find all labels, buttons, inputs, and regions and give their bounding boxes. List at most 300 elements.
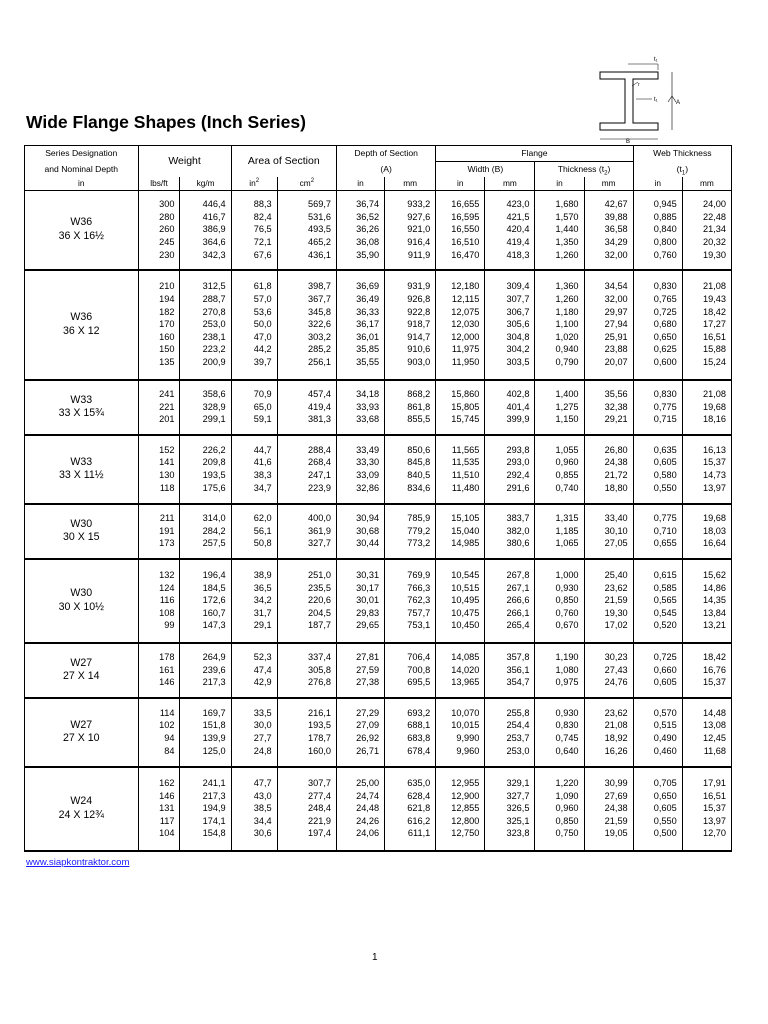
cell-value: 380,6 — [506, 538, 530, 549]
value-column — [633, 643, 682, 698]
cell-value: 197,4 — [308, 828, 331, 839]
cell-value: 10,515 — [451, 582, 480, 593]
cell-value: 104 — [159, 828, 175, 839]
cell-value: 921,0 — [407, 224, 431, 235]
cell-value: 27,05 — [604, 538, 628, 549]
value-column — [682, 559, 731, 643]
value-column — [138, 559, 180, 643]
value-column — [231, 559, 277, 643]
cell-value: 117 — [159, 815, 175, 826]
cell-value: 182 — [159, 306, 175, 317]
cell-value: 1,260 — [555, 294, 579, 305]
cell-value: 354,7 — [506, 677, 530, 688]
value-column — [436, 698, 485, 767]
value-column — [138, 643, 180, 698]
cell-value: 401,4 — [506, 401, 530, 412]
cell-value: 19,68 — [703, 513, 726, 524]
cell-value: 29,21 — [604, 414, 628, 425]
cell-value: 23,88 — [604, 344, 628, 355]
cell-value: 21,72 — [604, 470, 628, 480]
cell-value: 14,085 — [451, 652, 480, 663]
cell-value: 135 — [159, 356, 175, 367]
cell-value: 200,9 — [202, 356, 226, 367]
cell-value: 255,8 — [506, 707, 530, 718]
cell-value: 217,3 — [202, 790, 226, 801]
cell-value: 160,7 — [202, 607, 226, 618]
cell-value: 238,1 — [202, 331, 226, 342]
cell-value: 0,760 — [653, 249, 677, 260]
value-column — [337, 504, 385, 559]
cell-value: 223,2 — [202, 344, 226, 355]
cell-value: 421,5 — [506, 211, 530, 222]
cell-value: 21,08 — [604, 720, 628, 731]
value-column — [682, 643, 731, 698]
cell-value: 220,6 — [308, 595, 331, 606]
cell-value: 21,34 — [703, 224, 726, 235]
cell-value: 0,550 — [653, 815, 677, 826]
cell-value: 0,490 — [653, 733, 677, 743]
cell-value: 769,9 — [407, 570, 431, 581]
value-column — [485, 191, 535, 270]
value-column — [180, 380, 231, 435]
unit-in2 — [231, 177, 277, 191]
cell-value: 13,21 — [703, 620, 726, 631]
cell-value: 0,460 — [653, 745, 677, 756]
cell-value: 910,6 — [407, 344, 431, 355]
cell-value: 30,23 — [604, 652, 628, 663]
cell-value: 10,070 — [451, 707, 480, 718]
cell-value: 36,26 — [356, 224, 380, 235]
cell-value: 56,1 — [253, 525, 272, 536]
value-column — [277, 767, 336, 851]
cell-value: 264,9 — [202, 652, 226, 663]
cell-value: 1,440 — [555, 224, 579, 235]
cell-value: 309,4 — [506, 281, 530, 292]
value-column — [535, 767, 584, 851]
cell-value: 50,8 — [253, 538, 272, 549]
cell-value: 130 — [159, 470, 175, 480]
cell-value: 193,5 — [308, 720, 331, 731]
cell-value: 99 — [164, 620, 175, 631]
series-designation — [25, 504, 139, 559]
cell-value: 57,0 — [253, 294, 272, 305]
cell-value: 419,4 — [506, 237, 530, 248]
cell-value: 29,65 — [356, 620, 380, 631]
cell-value: 35,90 — [356, 249, 380, 260]
cell-value: 15,805 — [451, 401, 480, 412]
cell-value: 304,2 — [506, 344, 530, 355]
value-column — [633, 559, 682, 643]
cell-value: 84 — [164, 745, 175, 756]
cell-value: 82,4 — [253, 211, 272, 222]
cell-value: 307,7 — [308, 778, 331, 789]
cell-value: 14,985 — [451, 538, 480, 549]
cell-value: 0,960 — [555, 803, 579, 814]
cell-value: 0,930 — [555, 707, 579, 718]
unit-series: in — [25, 177, 139, 191]
cell-value: 911,9 — [407, 249, 431, 260]
cell-value: 12,45 — [703, 733, 726, 743]
value-column — [682, 767, 731, 851]
unit-width-in: in — [436, 177, 485, 191]
value-column — [138, 270, 180, 380]
cell-value: 0,850 — [555, 595, 579, 606]
table-row — [25, 643, 732, 698]
series-size: 30 X 10½ — [58, 600, 104, 613]
cell-value: 47,0 — [253, 331, 272, 342]
value-column — [385, 559, 436, 643]
cell-value: 855,5 — [407, 414, 431, 425]
cell-value: 27,59 — [356, 664, 380, 675]
value-column — [633, 504, 682, 559]
cell-value: 253,7 — [506, 733, 530, 743]
cell-value: 18,16 — [703, 414, 726, 425]
cell-value: 31,7 — [253, 607, 272, 618]
cell-value: 292,4 — [506, 470, 530, 480]
cell-value: 22,48 — [703, 211, 726, 222]
cell-value: 30,31 — [356, 570, 380, 581]
table-row — [25, 504, 732, 559]
cell-value: 210 — [159, 281, 175, 292]
cell-value: 141 — [159, 457, 175, 468]
cell-value: 139,9 — [202, 733, 226, 743]
cell-value: 36,52 — [356, 211, 380, 222]
value-column — [485, 504, 535, 559]
value-column — [682, 380, 731, 435]
cell-value: 16,550 — [451, 224, 480, 235]
cell-value: 419,4 — [308, 401, 331, 412]
cell-value: 361,9 — [308, 525, 331, 536]
cell-value: 29,83 — [356, 607, 380, 618]
cell-value: 44,7 — [253, 444, 272, 455]
cell-value: 0,765 — [653, 294, 677, 305]
cell-value: 695,5 — [407, 677, 431, 688]
table-row — [25, 698, 732, 767]
cell-value: 285,2 — [308, 344, 331, 355]
cell-value: 628,4 — [407, 790, 431, 801]
cell-value: 0,580 — [653, 470, 677, 480]
cell-value: 53,6 — [253, 306, 272, 317]
table-row — [25, 380, 732, 435]
cell-value: 221 — [159, 401, 175, 412]
value-column — [231, 191, 277, 270]
cell-value: 239,6 — [202, 664, 226, 675]
cell-value: 15,62 — [703, 570, 726, 581]
cell-value: 36,08 — [356, 237, 380, 248]
value-column — [180, 643, 231, 698]
cell-value: 933,2 — [407, 199, 431, 210]
value-column — [633, 380, 682, 435]
cell-value: 12,000 — [451, 331, 480, 342]
cell-value: 383,7 — [506, 513, 530, 524]
cell-value: 184,5 — [202, 582, 226, 593]
cell-value: 326,5 — [506, 803, 530, 814]
cell-value: 114 — [159, 707, 175, 718]
series-name: W27 — [70, 656, 93, 669]
cell-value: 24,26 — [356, 815, 380, 826]
cell-value: 33,30 — [356, 457, 380, 468]
cell-value: 147,3 — [202, 620, 226, 631]
cell-value: 9,990 — [456, 733, 480, 743]
cell-value: 12,955 — [451, 778, 480, 789]
cell-value: 33,68 — [356, 414, 380, 425]
cell-value: 0,625 — [653, 344, 677, 355]
cell-value: 918,7 — [407, 319, 431, 330]
cell-value: 0,660 — [653, 664, 677, 675]
value-column — [180, 698, 231, 767]
unit-web-in: in — [633, 177, 682, 191]
cell-value: 235,5 — [308, 582, 331, 593]
cell-value: 861,8 — [407, 401, 431, 412]
cell-value: 43,0 — [253, 790, 272, 801]
value-column — [485, 435, 535, 504]
cell-value: 124 — [159, 582, 175, 593]
cell-value: 0,725 — [653, 652, 677, 663]
cell-value: 44,2 — [253, 344, 272, 355]
cell-value: 11,975 — [451, 344, 480, 355]
cell-value: 14,020 — [451, 664, 480, 675]
cell-value: 16,510 — [451, 237, 480, 248]
cell-value: 0,740 — [555, 482, 579, 493]
cell-value: 34,18 — [356, 389, 380, 400]
cell-value: 358,6 — [202, 389, 226, 400]
cell-value: 0,640 — [555, 745, 579, 756]
cell-value: 161 — [159, 664, 175, 675]
unit-cm2-exp: 2 — [310, 178, 315, 185]
value-column — [584, 559, 633, 643]
series-name: W30 — [70, 587, 93, 599]
cell-value: 15,37 — [703, 457, 726, 468]
cell-value: 868,2 — [407, 389, 431, 400]
cell-value: 12,855 — [451, 803, 480, 814]
cell-value: 329,1 — [506, 778, 530, 789]
series-designation — [25, 559, 139, 643]
cell-value: 194 — [159, 294, 175, 305]
cell-value: 27,7 — [253, 733, 272, 743]
cell-value: 16,76 — [703, 664, 726, 675]
cell-value: 436,1 — [308, 249, 331, 260]
cell-value: 18,92 — [604, 733, 628, 743]
value-column — [277, 380, 336, 435]
cell-value: 11,535 — [451, 457, 480, 468]
cell-value: 108 — [159, 607, 175, 618]
cell-value: 706,4 — [407, 652, 431, 663]
cell-value: 293,8 — [506, 444, 530, 455]
value-column — [436, 559, 485, 643]
cell-value: 26,92 — [356, 733, 380, 743]
cell-value: 76,5 — [253, 224, 272, 235]
cell-value: 193,5 — [202, 470, 226, 480]
cell-value: 0,940 — [555, 344, 579, 355]
value-column — [485, 698, 535, 767]
cell-value: 0,750 — [555, 828, 579, 839]
cell-value: 0,600 — [653, 356, 677, 367]
cell-value: 446,4 — [202, 199, 226, 210]
series-size: 33 X 15¾ — [58, 407, 104, 419]
cell-value: 1,190 — [555, 652, 579, 663]
cell-value: 0,515 — [653, 720, 677, 731]
cell-value: 16,64 — [703, 538, 726, 549]
cell-value: 24,76 — [604, 677, 628, 688]
cell-value: 27,38 — [356, 677, 380, 688]
cell-value: 280 — [159, 211, 175, 222]
value-column — [180, 504, 231, 559]
cell-value: 36,01 — [356, 331, 380, 342]
cell-value: 11,480 — [451, 482, 480, 493]
cell-value: 927,6 — [407, 211, 431, 222]
value-column — [180, 270, 231, 380]
header-web-text: (t — [676, 163, 682, 174]
cell-value: 13,84 — [703, 607, 726, 618]
value-column — [231, 767, 277, 851]
cell-value: 230 — [159, 249, 175, 260]
cell-value: 187,7 — [308, 620, 331, 631]
value-column — [584, 767, 633, 851]
value-column — [633, 698, 682, 767]
cell-value: 24,00 — [703, 199, 726, 210]
cell-value: 131 — [159, 803, 175, 814]
cell-value: 245 — [159, 237, 175, 248]
cell-value: 0,830 — [653, 281, 677, 292]
diagram-label-b: B — [626, 139, 631, 145]
value-column — [485, 559, 535, 643]
cell-value: 24,8 — [253, 745, 272, 756]
cell-value: 678,4 — [407, 745, 431, 756]
header-thickness — [535, 162, 633, 178]
header-web-close: ) — [685, 163, 689, 174]
cell-value: 32,86 — [356, 482, 380, 493]
cell-value: 10,495 — [451, 595, 480, 606]
value-column — [633, 191, 682, 270]
cell-value: 342,3 — [202, 249, 226, 260]
value-column — [231, 698, 277, 767]
cell-value: 19,43 — [703, 294, 726, 305]
header-web-line2 — [633, 162, 731, 178]
cell-value: 13,08 — [703, 720, 726, 731]
cell-value: 779,2 — [407, 525, 431, 536]
series-designation — [25, 643, 139, 698]
cell-value: 209,8 — [202, 457, 226, 468]
cell-value: 0,500 — [653, 828, 677, 839]
cell-value: 11,950 — [451, 356, 480, 367]
table-row — [25, 191, 732, 270]
cell-value: 47,4 — [253, 664, 272, 675]
cell-value: 0,565 — [653, 595, 677, 606]
value-column — [633, 270, 682, 380]
cell-value: 12,750 — [451, 828, 480, 839]
cell-value: 27,94 — [604, 319, 628, 330]
cell-value: 337,4 — [308, 652, 331, 663]
cell-value: 30,99 — [604, 778, 628, 789]
cell-value: 785,9 — [407, 513, 431, 524]
cell-value: 175,6 — [202, 482, 226, 493]
unit-width-mm: mm — [485, 177, 535, 191]
cell-value: 1,055 — [555, 444, 579, 455]
cell-value: 34,7 — [253, 482, 272, 493]
cell-value: 14,86 — [703, 582, 726, 593]
cell-value: 766,3 — [407, 582, 431, 593]
cell-value: 382,0 — [506, 525, 530, 536]
value-column — [436, 643, 485, 698]
cell-value: 251,0 — [308, 570, 331, 581]
series-name: W33 — [70, 393, 93, 406]
cell-value: 146 — [159, 790, 175, 801]
cell-value: 33,5 — [253, 707, 272, 718]
cell-value: 621,8 — [407, 803, 431, 814]
cell-value: 0,570 — [653, 707, 677, 718]
cell-value: 11,510 — [451, 470, 480, 480]
cell-value: 0,930 — [555, 582, 579, 593]
cell-value: 0,605 — [653, 457, 677, 468]
series-designation — [25, 435, 139, 504]
value-column — [584, 191, 633, 270]
series-designation — [25, 380, 139, 435]
cell-value: 402,8 — [506, 389, 530, 400]
cell-value: 0,775 — [653, 401, 677, 412]
cell-value: 356,1 — [506, 664, 530, 675]
cell-value: 204,5 — [308, 607, 331, 618]
cell-value: 211 — [159, 513, 175, 524]
value-column — [138, 504, 180, 559]
cell-value: 0,760 — [555, 607, 579, 618]
cell-value: 61,8 — [253, 281, 272, 292]
cell-value: 19,68 — [703, 401, 726, 412]
value-column — [535, 380, 584, 435]
value-column — [277, 698, 336, 767]
cell-value: 0,775 — [653, 513, 677, 524]
cell-value: 27,43 — [604, 664, 628, 675]
footer-link[interactable]: www.siapkontraktor.com — [26, 857, 130, 868]
value-column — [385, 643, 436, 698]
cell-value: 16,13 — [703, 444, 726, 455]
cell-value: 688,1 — [407, 720, 431, 731]
cell-value: 191 — [159, 525, 175, 536]
cell-value: 1,185 — [555, 525, 579, 536]
value-column — [385, 191, 436, 270]
cell-value: 16,51 — [703, 790, 726, 801]
cell-value: 693,2 — [407, 707, 431, 718]
cell-value: 42,67 — [604, 199, 628, 210]
cell-value: 41,6 — [253, 457, 272, 468]
cell-value: 323,8 — [506, 828, 530, 839]
cell-value: 9,960 — [456, 745, 480, 756]
series-size: 36 X 16½ — [58, 229, 104, 242]
cell-value: 0,975 — [555, 677, 579, 688]
cell-value: 52,3 — [253, 652, 272, 663]
cell-value: 1,260 — [555, 249, 579, 260]
cell-value: 0,545 — [653, 607, 677, 618]
cell-value: 33,49 — [356, 444, 380, 455]
cell-value: 19,30 — [703, 249, 726, 260]
header-thickness-text: Thickness (t — [557, 164, 605, 174]
cell-value: 850,6 — [407, 444, 431, 455]
cell-value: 173 — [159, 538, 175, 549]
series-size: 30 X 15 — [63, 531, 100, 543]
cell-value: 1,080 — [555, 664, 579, 675]
cell-value: 345,8 — [308, 306, 331, 317]
cell-value: 34,4 — [253, 815, 272, 826]
series-size: 36 X 12 — [63, 324, 100, 337]
value-column — [385, 270, 436, 380]
wide-flange-table — [24, 145, 732, 852]
cell-value: 399,9 — [506, 414, 530, 425]
cell-value: 531,6 — [308, 211, 331, 222]
cell-value: 840,5 — [407, 470, 431, 480]
cell-value: 303,5 — [506, 356, 530, 367]
cell-value: 757,7 — [407, 607, 431, 618]
cell-value: 1,100 — [555, 319, 579, 330]
cell-value: 1,350 — [555, 237, 579, 248]
